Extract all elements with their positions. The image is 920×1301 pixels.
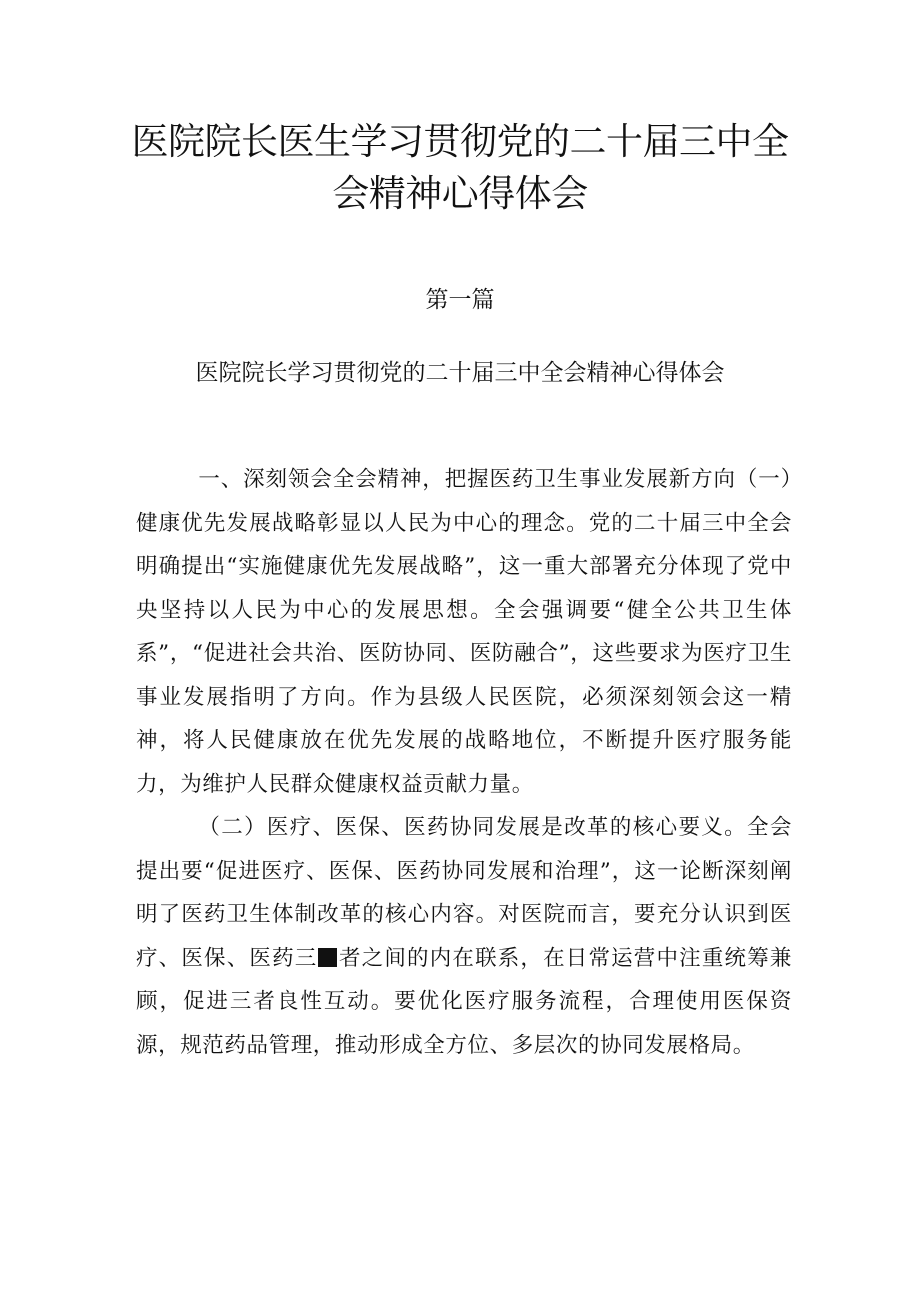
document-title	[120, 116, 800, 220]
paragraph-1: 一、深刻领会全会精神，把握医药卫生事业发展新方向（一）健康优先发展战略彰显以人民为中心的理念。党的二十届三中全会明确提出“实施健康优先发展战略”，这一重大部署充分体现了党中央坚持以人民为中心的发展思想。全会强调要“健全公共卫生体系”，“促进社会共治、医防协同、医防融合”，这些要求为医疗卫生事业发展指明了方向。作为县级人民医院，必须深刻领会这一精神，将人民健康放在优先发展的战略地位，不断提升医疗服务能力，为维护人民群众健康权益贡献力量。	[136, 467, 792, 797]
paragraph-2	[136, 806, 792, 1067]
title-line-2: 会精神心得体会	[332, 172, 588, 215]
redaction-block	[318, 948, 337, 967]
paragraph-2-text-b: 者之间的内在联系，在日常运营中注重统筹兼顾，促进三者良性互动。要优化医疗服务流程，合理使用医保资源，规范药品管理，推动形成全方位、多层次的协同发展格局。	[136, 945, 792, 1058]
section-label: 第一篇	[425, 287, 495, 313]
article-body	[136, 458, 792, 1067]
title-line-1: 医院院长医生学习贯彻党的二十届三中全	[131, 120, 789, 163]
article-subtitle: 医院院长学习贯彻党的二十届三中全会精神心得体会	[195, 360, 725, 386]
paragraph-2-text-a: （二）医疗、医保、医药协同发展是改革的核心要义。全会提出要“促进医疗、医保、医药协同发展和治理”，这一论断深刻阐明了医药卫生体制改革的核心内容。对医院而言，要充分认识到医疗、医保、医药三	[136, 815, 792, 971]
